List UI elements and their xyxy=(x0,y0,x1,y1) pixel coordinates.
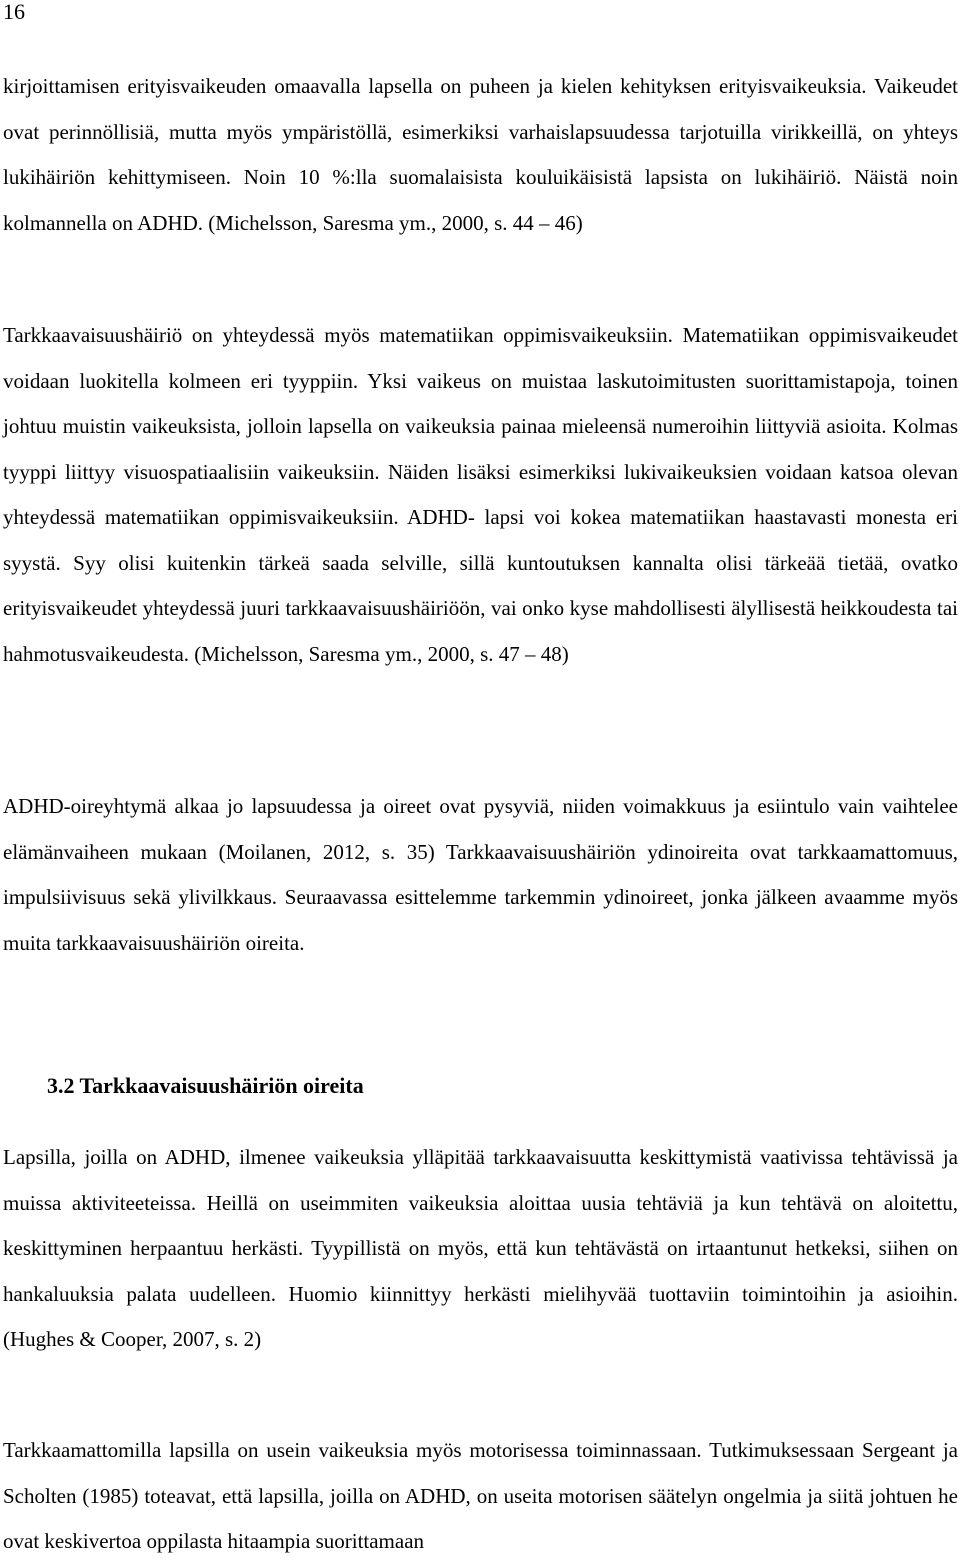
paragraph-math-difficulties: Tarkkaavaisuushäiriö on yhteydessä myös matematiikan oppimisvaikeuksiin. Matematiikan oppimisvaikeudet voidaan luokitella kolmeen eri tyyppiin. Yksi vaikeus on muistaa laskutoimitusten suorittamistapoja, toinen johtuu muistin vaikeuksista, jolloin lapsella on vaikeuksia painaa mieleensä numeroihin liittyviä asioita. Kolmas tyyppi liittyy visuospatiaalisiin vaikeuksiin. Näiden lisäksi esimerkiksi lukivaikeuksien voidaan katsoa olevan yhteydessä matematiikan oppimisvaikeuksiin. ADHD- lapsi voi kokea matematiikan haastavasti monesta eri syystä. Syy olisi kuitenkin tärkeä saada selville, sillä kuntoutuksen kannalta olisi tärkeää tietää, ovatko erityisvaikeudet yhteydessä juuri tarkkaavaisuushäiriöön, vai onko kyse mahdollisesti älyllisestä heikkoudesta tai hahmotusvaikeudesta. (Michelsson, Saresma ym., 2000, s. 47 – 48) xyxy=(3,323,958,666)
section-number: 3.2 xyxy=(47,1073,75,1098)
section-title: Tarkkaavaisuushäiriön oireita xyxy=(79,1073,364,1098)
paragraph-motor: Tarkkaamattomilla lapsilla on usein vaikeuksia myös motorisessa toiminnassaan. Tutkimuksessaan Sergeant ja Scholten (1985) toteavat, että lapsilla, joilla on ADHD, on useita motorisen säätelyn ongelmia ja siitä johtuen he ovat keskivertoa oppilasta hitaampia suorittamaan xyxy=(3,1438,958,1553)
paragraph-attention: Lapsilla, joilla on ADHD, ilmenee vaikeuksia ylläpitää tarkkaavaisuutta keskittymistä vaativissa tehtävissä ja muissa aktiviteeteissa. Heillä on useimmiten vaikeuksia aloittaa uusia tehtäviä ja kun tehtävä on aloitettu, keskittyminen herpaantuu herkästi. Tyypillistä on myös, että kun tehtävästä on irtaantunut hetkeksi, siihen on hankaluuksia palata uudelleen. Huomio kiinnittyy herkästi mielihyvää tuottaviin toimintoihin ja asioihin. (Hughes & Cooper, 2007, s. 2) xyxy=(3,1145,958,1351)
paragraph-adhd-core-symptoms: ADHD-oireyhtymä alkaa jo lapsuudessa ja oireet ovat pysyviä, niiden voimakkuus ja esiintulo vain vaihtelee elämänvaiheen mukaan (Moilanen, 2012, s. 35) Tarkkaavaisuushäiriön ydinoireita ovat tarkkaamattomuus, impulsiivisuus sekä ylivilkkaus. Seuraavassa esittelemme tarkemmin ydinoireet, jonka jälkeen avaamme myös muita tarkkaavaisuushäiriön oireita. xyxy=(3,794,958,955)
page-number: 16 xyxy=(3,0,25,24)
paragraph-dyslexia: kirjoittamisen erityisvaikeuden omaavalla lapsella on puheen ja kielen kehityksen erityisvaikeuksia. Vaikeudet ovat perinnöllisiä, mutta myös ympäristöllä, esimerkiksi varhaislapsuudessa tarjotuilla virikkeillä, on yhteys lukihäiriön kehittymiseen. Noin 10 %:lla suomalaisista kouluikäisistä lapsista on lukihäiriö. Näistä noin kolmannella on ADHD. (Michelsson, Saresma ym., 2000, s. 44 – 46) xyxy=(3,74,958,235)
section-heading xyxy=(47,1071,364,1101)
